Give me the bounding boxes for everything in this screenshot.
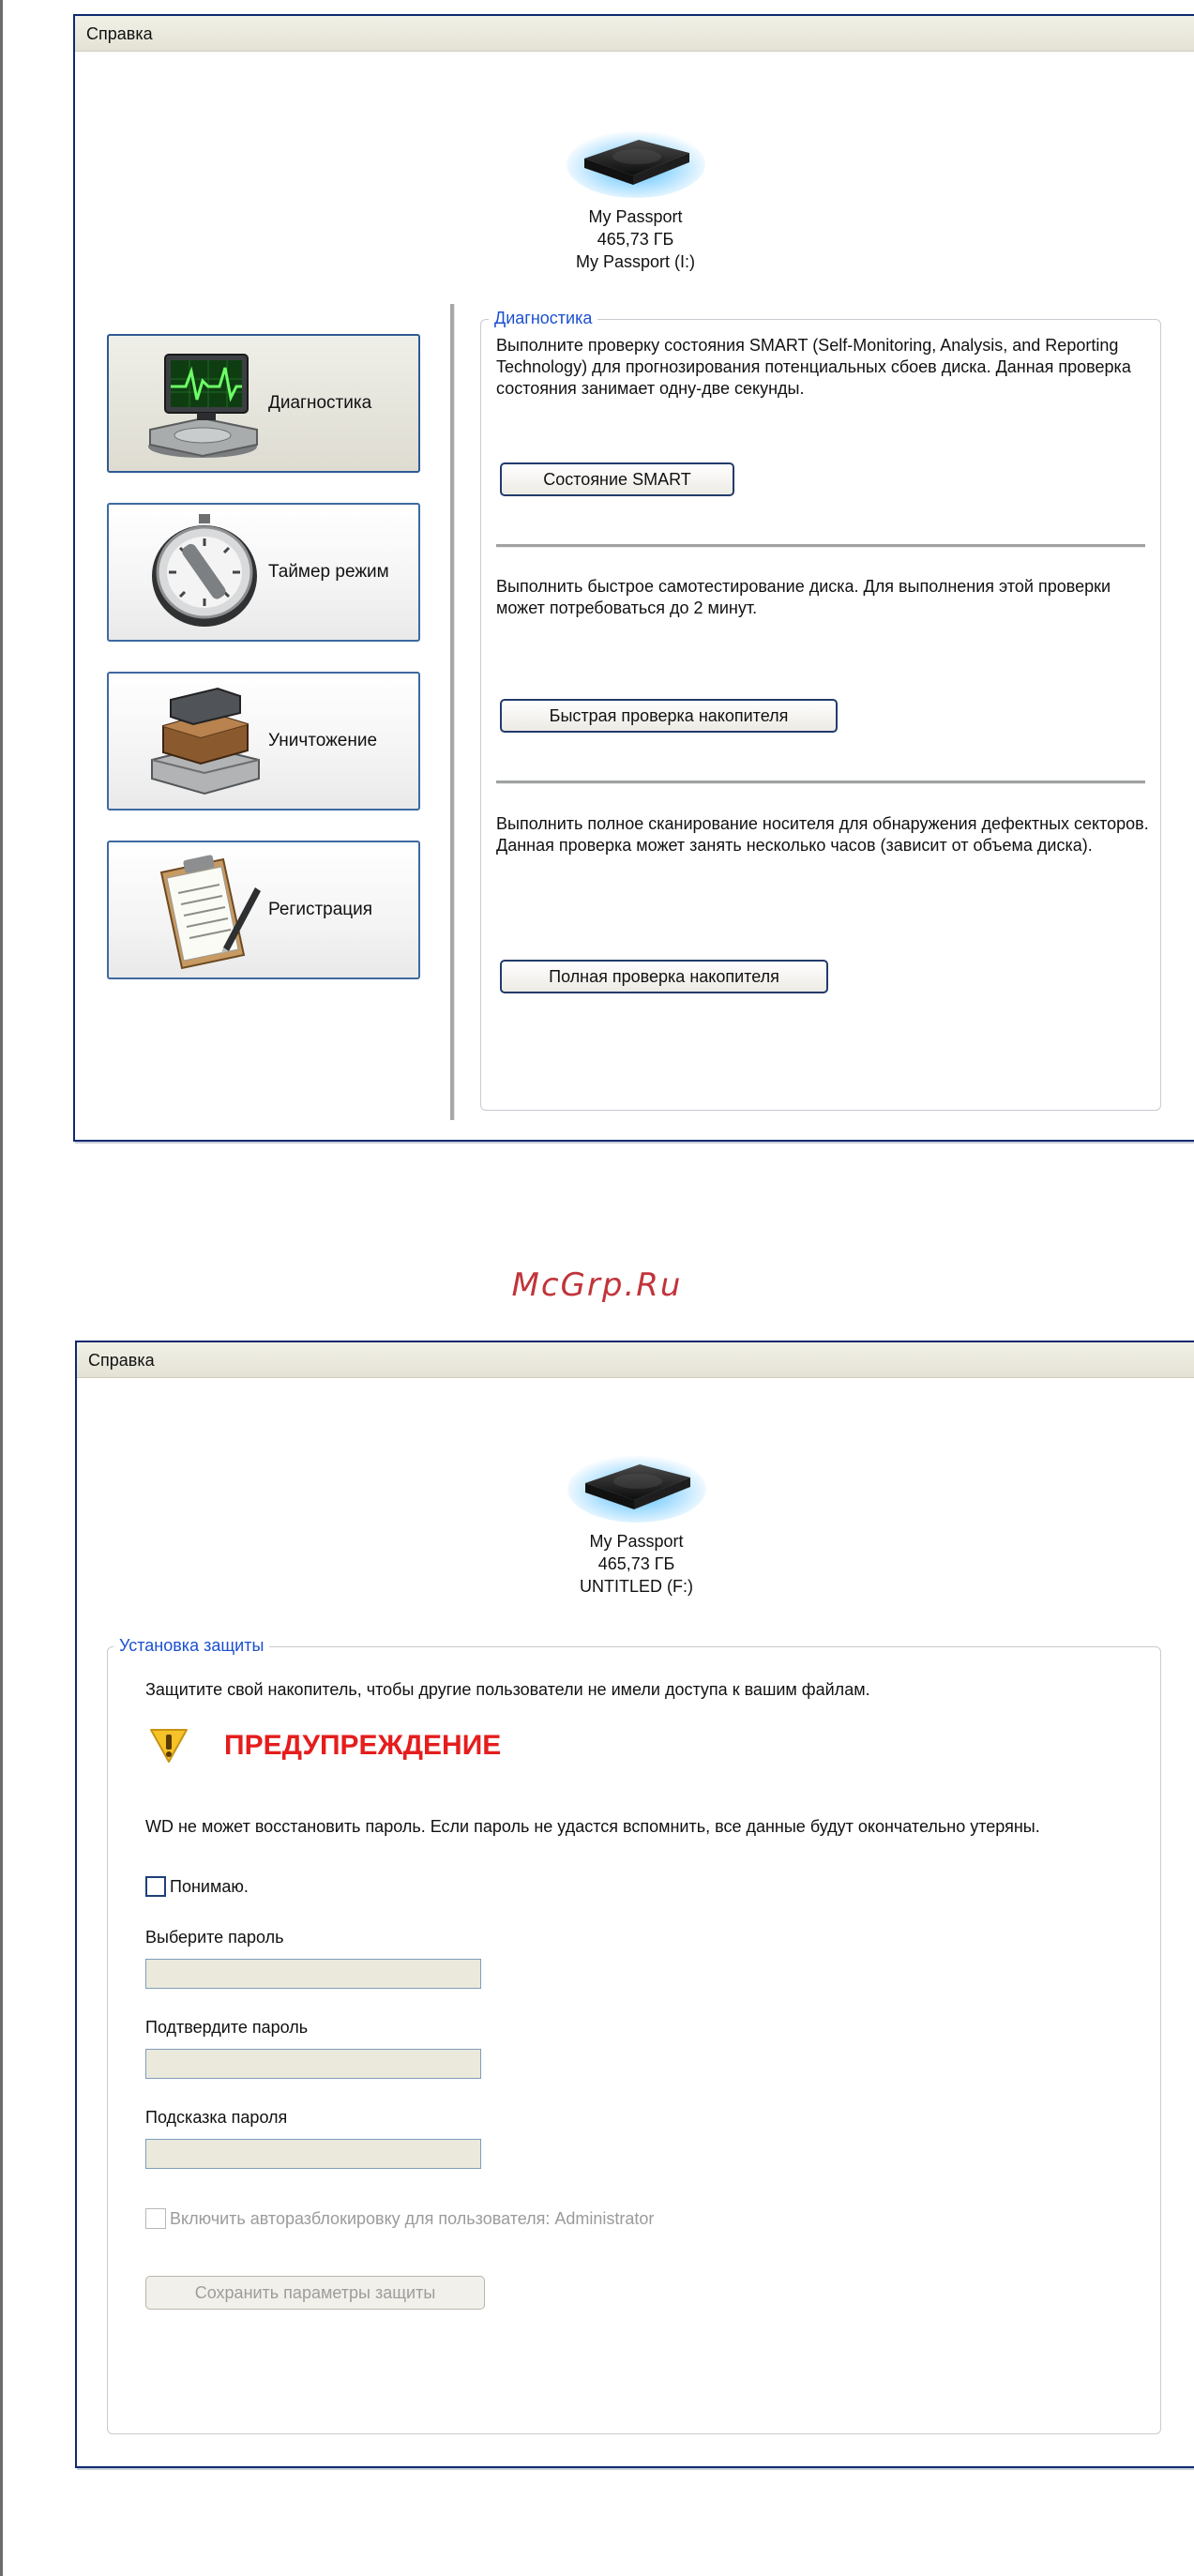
sidebar-item-diagnostics[interactable] bbox=[107, 334, 420, 473]
sidebar-item-registration[interactable] bbox=[107, 841, 420, 979]
stopwatch-timer-icon bbox=[143, 512, 266, 632]
security-legend: Установка защиты bbox=[113, 1636, 269, 1656]
clipboard-form-icon bbox=[143, 850, 266, 970]
choose-password-input[interactable] bbox=[145, 1959, 481, 1989]
device-capacity: 465,73 ГБ bbox=[597, 1554, 675, 1573]
security-group bbox=[107, 1636, 1161, 2434]
external-drive-icon bbox=[566, 121, 706, 200]
autounlock-label: Включить авторазблокировку для пользователя: Administrator bbox=[170, 2209, 655, 2228]
drive-erase-icon bbox=[143, 681, 266, 801]
window-title-bar: Справка bbox=[77, 1342, 1194, 1378]
autounlock-checkbox[interactable] bbox=[145, 2208, 166, 2229]
sidebar-item-timer[interactable] bbox=[107, 503, 420, 642]
smart-description: Выполните проверку состояния SMART (Self-Monitoring, Analysis, and Reporting Technology) для прогнозирования потенциальных сбоев диска. Данная проверка состояния занимает одну-две секунды. bbox=[496, 336, 1131, 398]
sidebar-item-label: Таймер режим bbox=[268, 562, 389, 582]
warning-title: ПРЕДУПРЕЖДЕНИЕ bbox=[224, 1730, 502, 1761]
sidebar-item-erase[interactable] bbox=[107, 672, 420, 811]
save-security-button[interactable]: Сохранить параметры защиты bbox=[145, 2276, 485, 2310]
full-test-description: Выполнить полное сканирование носителя для обнаружения дефектных секторов. Данная проверка может занять несколько часов (зависит от объема диска). bbox=[496, 814, 1149, 855]
watermark-text: McGrp.Ru bbox=[511, 1266, 683, 1304]
confirm-password-input[interactable] bbox=[145, 2049, 481, 2079]
understand-checkbox[interactable] bbox=[145, 1876, 166, 1897]
diagnostics-legend: Диагностика bbox=[489, 309, 597, 328]
full-test-button[interactable]: Полная проверка накопителя bbox=[500, 960, 828, 993]
warning-text: WD не может восстановить пароль. Если пароль не удастся вспомнить, все данные будут окончательно утеряны. bbox=[145, 1817, 1040, 1836]
security-window bbox=[75, 1341, 1194, 2468]
confirm-password-label: Подтвердите пароль bbox=[145, 2018, 309, 2037]
security-intro: Защитите свой накопитель, чтобы другие пользователи не имели доступа к вашим файлам. bbox=[145, 1680, 870, 1699]
diagnostics-window bbox=[73, 14, 1194, 1142]
sidebar-item-label: Диагностика bbox=[268, 393, 372, 413]
password-hint-label: Подсказка пароля bbox=[145, 2108, 288, 2127]
section-divider bbox=[496, 544, 1145, 548]
password-hint-input[interactable] bbox=[145, 2139, 481, 2169]
device-name: My Passport bbox=[588, 207, 683, 226]
device-volume: My Passport (I:) bbox=[575, 252, 696, 271]
quick-test-button[interactable]: Быстрая проверка накопителя bbox=[500, 699, 838, 733]
understand-label: Понимаю. bbox=[170, 1877, 249, 1896]
diagnostics-group bbox=[480, 309, 1161, 1111]
window-title-bar: Справка bbox=[75, 16, 1194, 52]
device-info bbox=[77, 1446, 1194, 1598]
quick-test-description: Выполнить быстрое самотестирование диска. Для выполнения этой проверки может потребоваться до 2 минут. bbox=[496, 577, 1111, 617]
choose-password-label: Выберите пароль bbox=[145, 1928, 284, 1947]
device-name: My Passport bbox=[589, 1532, 684, 1551]
warning-icon bbox=[149, 1726, 189, 1764]
section-divider bbox=[496, 780, 1145, 784]
heartbeat-monitor-icon bbox=[143, 343, 266, 463]
device-info bbox=[75, 121, 1194, 273]
device-volume: UNTITLED (F:) bbox=[580, 1577, 693, 1596]
device-capacity: 465,73 ГБ bbox=[597, 230, 674, 249]
sidebar-item-label: Уничтожение bbox=[268, 731, 378, 750]
smart-status-button[interactable]: Состояние SMART bbox=[500, 462, 734, 496]
panel-divider bbox=[450, 304, 455, 1120]
external-drive-icon bbox=[567, 1446, 707, 1524]
sidebar-item-label: Регистрация bbox=[268, 900, 373, 919]
